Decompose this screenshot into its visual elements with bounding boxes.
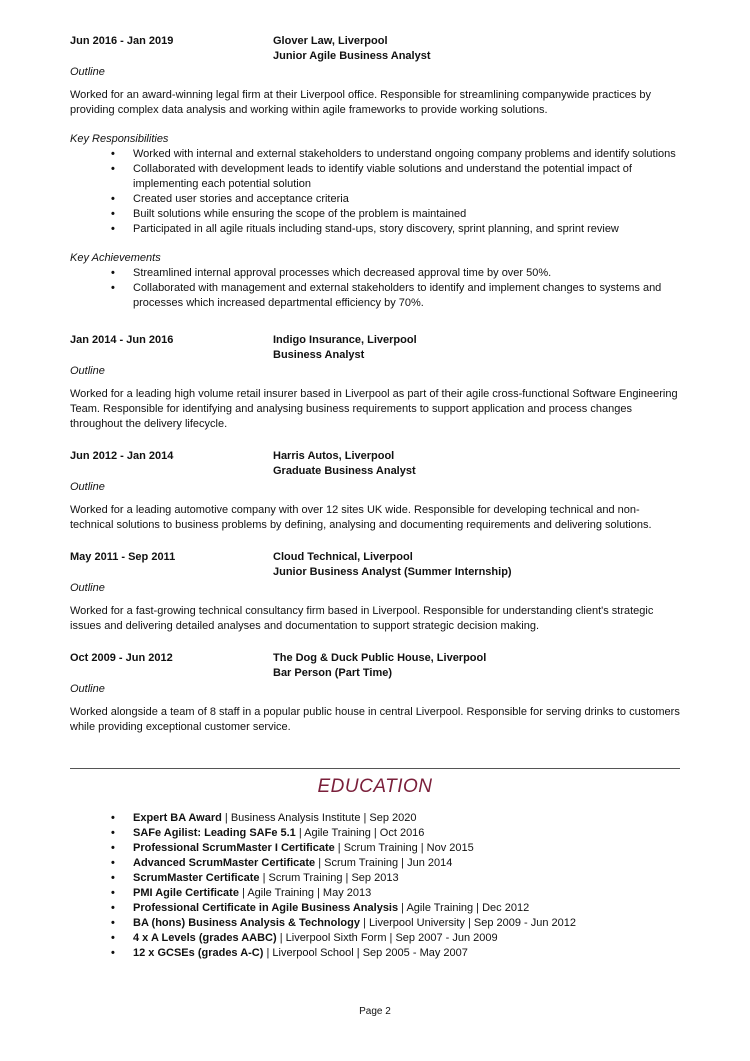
education-item (133, 916, 680, 931)
job-role: Junior Business Analyst (Summer Internship) (273, 566, 512, 578)
outline-label: Outline (70, 683, 105, 695)
education-heading: EDUCATION (317, 776, 433, 797)
list-item: • Streamlined internal approval processes which decreased approval time by over 50%. (133, 266, 680, 281)
job-entry (70, 34, 680, 311)
job-entry (70, 651, 680, 735)
job-entry (70, 449, 680, 533)
education-qualification: 12 x GCSEs (grades A-C) (133, 947, 264, 959)
job-employer: Harris Autos, Liverpool (273, 450, 395, 462)
job-header (70, 550, 680, 580)
education-qualification: Advanced ScrumMaster Certificate (133, 857, 316, 869)
job-title-block (273, 34, 680, 64)
job-header (70, 333, 680, 363)
job-title-block (273, 550, 680, 580)
responsibilities-list (70, 147, 680, 237)
education-item (133, 886, 680, 901)
education-list (70, 811, 680, 961)
education-detail: | Scrum Training | Sep 2013 (259, 872, 399, 884)
job-employer: The Dog & Duck Public House, Liverpool (273, 652, 487, 664)
outline-label: Outline (70, 66, 105, 78)
education-detail: | Liverpool University | Sep 2009 - Jun 2012 (359, 917, 577, 929)
education-qualification: Expert BA Award (133, 812, 222, 824)
job-header (70, 449, 680, 479)
job-dates: Jan 2014 - Jun 2016 (70, 334, 174, 346)
job-header (70, 651, 680, 681)
education-detail: | Scrum Training | Jun 2014 (315, 857, 453, 869)
education-qualification: Professional ScrumMaster I Certificate (133, 842, 335, 854)
education-item (133, 946, 680, 961)
job-employer: Cloud Technical, Liverpool (273, 551, 413, 563)
job-outline: Worked alongside a team of 8 staff in a popular public house in central Liverpool. Responsible for serving drinks to customers while providing exceptional customer service. (70, 706, 680, 733)
education-item (133, 856, 680, 871)
job-outline: Worked for a leading high volume retail insurer based in Liverpool as part of their agile cross-functional Software Engineering Team. Responsible for identifying and analysing business requirements to support application and process changes throughout the delivery lifecycle. (70, 388, 678, 430)
job-dates: Jun 2016 - Jan 2019 (70, 35, 174, 47)
achievements-label: Key Achievements (70, 252, 161, 264)
education-detail: | Liverpool School | Sep 2005 - May 2007 (263, 947, 468, 959)
job-title-block (273, 333, 680, 363)
education-detail: | Agile Training | May 2013 (238, 887, 372, 899)
job-outline: Worked for a leading automotive company with over 12 sites UK wide. Responsible for developing technical and non-technical solutions to business problems by defining, analysing and documenting requirements and delivering solutions. (70, 504, 652, 531)
job-header (70, 34, 680, 64)
education-item (133, 811, 680, 826)
outline-label: Outline (70, 481, 105, 493)
job-entry (70, 333, 680, 432)
education-qualification: BA (hons) Business Analysis & Technology (133, 917, 360, 929)
job-dates: Jun 2012 - Jan 2014 (70, 450, 174, 462)
education-item (133, 841, 680, 856)
education-qualification: ScrumMaster Certificate (133, 872, 260, 884)
list-item: • Worked with internal and external stakeholders to understand ongoing company problems and identify solutions (133, 147, 680, 162)
outline-label: Outline (70, 365, 105, 377)
job-title-block (273, 651, 680, 681)
responsibilities-label: Key Responsibilities (70, 133, 169, 145)
education-detail: | Agile Training | Dec 2012 (398, 902, 530, 914)
list-item: • Collaborated with development leads to identify viable solutions and understand the potential impact of implementing each potential solution (133, 162, 680, 192)
job-dates: Oct 2009 - Jun 2012 (70, 652, 173, 664)
education-qualification: Professional Certificate in Agile Business Analysis (133, 902, 399, 914)
job-entry (70, 550, 680, 634)
education-section (70, 811, 680, 961)
education-detail: | Scrum Training | Nov 2015 (334, 842, 474, 854)
education-item (133, 826, 680, 841)
job-employer: Indigo Insurance, Liverpool (273, 334, 417, 346)
list-item: • Built solutions while ensuring the scope of the problem is maintained (133, 207, 680, 222)
experience-section (70, 34, 680, 735)
education-item (133, 901, 680, 916)
achievements-list (70, 266, 680, 311)
job-role: Bar Person (Part Time) (273, 667, 393, 679)
education-qualification: PMI Agile Certificate (133, 887, 239, 899)
education-item (133, 871, 680, 886)
page-number: Page 2 (359, 1006, 391, 1017)
list-item: • Created user stories and acceptance criteria (133, 192, 680, 207)
education-detail: | Liverpool Sixth Form | Sep 2007 - Jun 2009 (276, 932, 498, 944)
job-role: Graduate Business Analyst (273, 465, 416, 477)
education-qualification: SAFe Agilist: Leading SAFe 5.1 (133, 827, 296, 839)
education-item (133, 931, 680, 946)
list-item: • Participated in all agile rituals including stand-ups, story discovery, sprint planning, and sprint review (133, 222, 680, 237)
education-detail: | Business Analysis Institute | Sep 2020 (221, 812, 417, 824)
job-outline: Worked for an award-winning legal firm at their Liverpool office. Responsible for streamlining companywide practices by providing complex data analysis and working within agile frameworks to provide working solutions. (70, 89, 652, 116)
education-qualification: 4 x A Levels (grades AABC) (133, 932, 277, 944)
section-divider (70, 768, 680, 769)
job-role: Business Analyst (273, 349, 365, 361)
list-item: • Collaborated with management and external stakeholders to identify and implement changes to systems and processes which increased departmental efficiency by 70%. (133, 281, 680, 311)
job-dates: May 2011 - Sep 2011 (70, 551, 176, 563)
job-title-block (273, 449, 680, 479)
education-detail: | Agile Training | Oct 2016 (295, 827, 425, 839)
job-role: Junior Agile Business Analyst (273, 50, 431, 62)
job-outline: Worked for a fast-growing technical consultancy firm based in Liverpool. Responsible for understanding client's strategic issues and delivering detailed analyses and documentation to support strategic decision making. (70, 605, 654, 632)
outline-label: Outline (70, 582, 105, 594)
job-employer: Glover Law, Liverpool (273, 35, 388, 47)
